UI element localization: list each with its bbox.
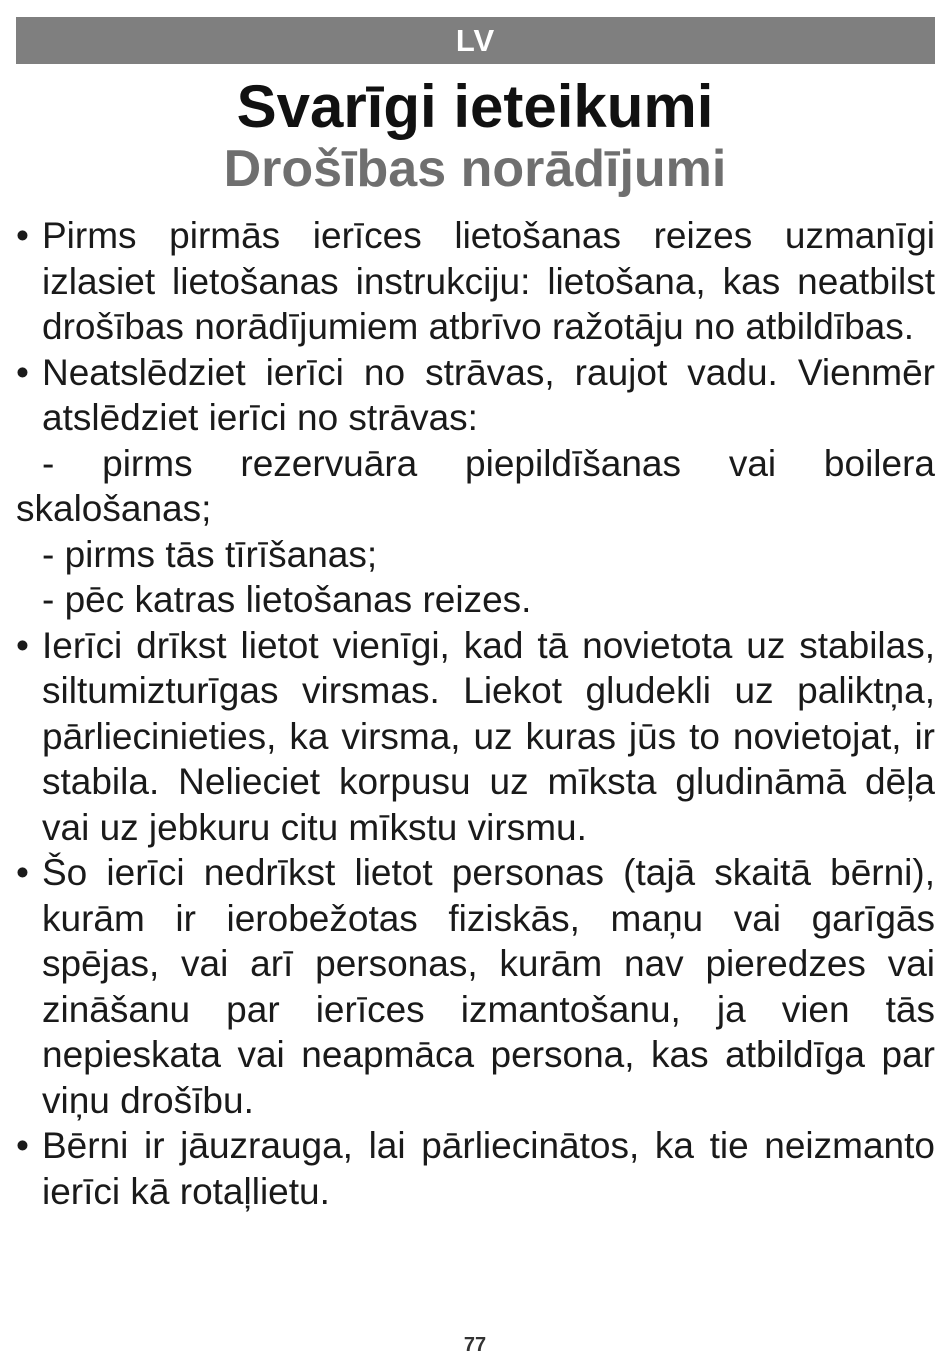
sub-item-after-use: - pēc katras lietošanas reizes. — [42, 579, 532, 620]
list-item-text: Pirms pirmās ierīces lietošanas reizes uzmanīgi izlasiet lietošanas instrukciju: lietošana, kas neatbilst drošības norādījumiem atbrīvo ražotāju no atbildības. — [42, 215, 935, 347]
list-item-text: Ierīci drīkst lietot vienīgi, kad tā novietota uz stabilas, siltumizturīgas virsmas. Liekot gludekli uz paliktņa, pārliecinieties, ka virsma, uz kuras jūs to novietojat, ir stabila. Nelieciet korpusu uz mīksta gludināmā dēļa vai uz jebkuru citu mīkstu virsmu. — [42, 624, 935, 848]
list-item-unplug — [16, 350, 935, 441]
page-number: 77 — [463, 1334, 487, 1356]
list-item-text: Bērni ir jāuzrauga, lai pārliecinātos, ka tie neizmanto ierīci kā rotaļlietu. — [42, 1125, 935, 1212]
bullet-marker: • — [16, 624, 29, 666]
language-code: LV — [455, 23, 496, 58]
language-header-bar — [16, 17, 935, 64]
page-subtitle: Drošības norādījumi — [223, 140, 727, 198]
bullet-marker: • — [16, 351, 29, 393]
list-item-stable-surface — [16, 623, 935, 851]
list-item-text: Neatslēdziet ierīci no strāvas, raujot vadu. Vienmēr atslēdziet ierīci no strāvas: — [42, 351, 935, 438]
list-item-text: Šo ierīci nedrīkst lietot personas (tajā skaitā bērni), kurām ir ierobežotas fiziskās, maņu vai garīgās spējas, vai arī personas, kurām nav pieredzes vai zināšanu par ierīces izmantošanu, ja vien tās nepieskata vai neapmāca persona, kas atbildīga par viņu drošību. — [42, 852, 935, 1121]
safety-instructions-list — [16, 213, 935, 1214]
bullet-marker: • — [16, 852, 29, 893]
list-item-children — [16, 1123, 935, 1214]
sub-item-before-cleaning: - pirms tās tīrīšanas; — [42, 533, 378, 575]
page-title: Svarīgi ieteikumi — [236, 73, 714, 140]
list-item-read-instructions — [16, 213, 935, 350]
bullet-marker: • — [16, 215, 29, 256]
bullet-marker: • — [16, 1125, 29, 1166]
sub-item-before-filling: - pirms rezervuāra piepildīšanas vai boilera skalošanas; — [16, 442, 935, 529]
list-item-restricted-persons — [16, 850, 935, 1123]
